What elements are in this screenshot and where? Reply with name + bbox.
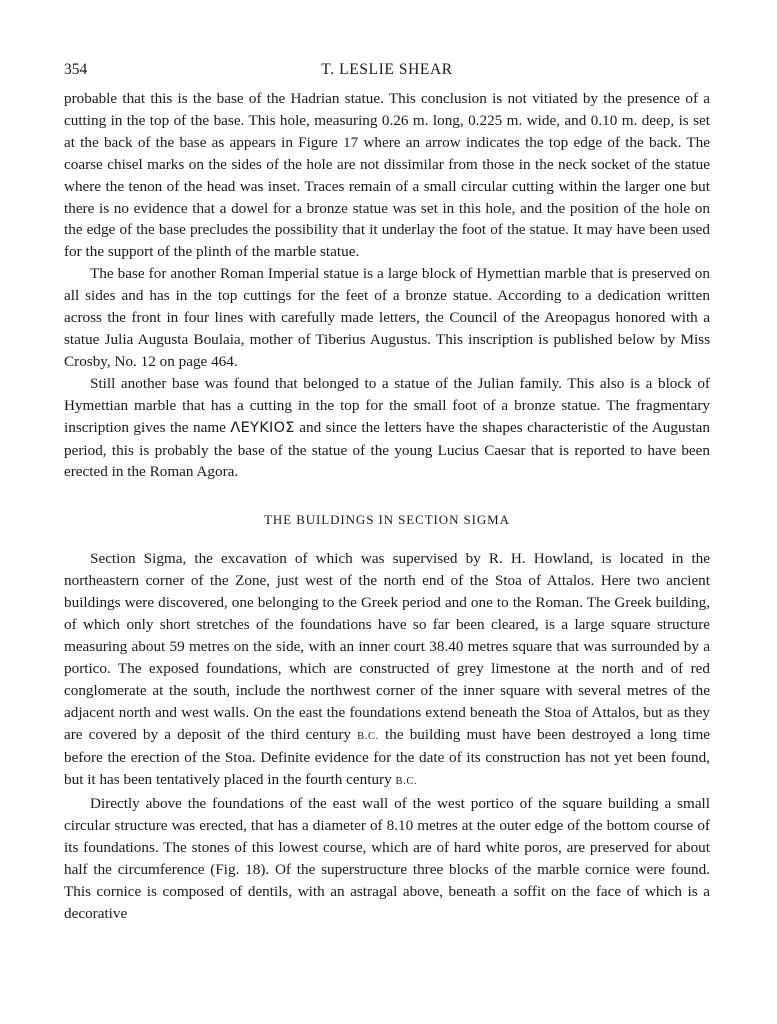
paragraph-circular-structure: Directly above the foundations of the east wall of the west portico of the square building a small circular structure was erected, that has a diameter of 8.10 metres at the outer edge of the bottom course of its foundations. The stones of this lowest course, which are of hard white poros, are preserved for about half the circumference (Fig. 18). Of the superstructure three blocks of the marble cornice were found. This cornice is composed of dentils, with an astragal above, beneath a soffit on the face of which is a decorative [64,795,710,922]
text-span: and since the letters have the shapes characteristic of the Augustan period, this is probably the base of the statue of the young Lucius Caesar that is reported to have been erected in the Roman Agora. [64,418,711,481]
era-abbreviation: B.C. [357,730,379,742]
paragraph-roman-imperial-base: The base for another Roman Imperial statue is a large block of Hymettian marble that is preserved on all sides and has in the top cuttings for the feet of a bronze statue. According to a dedication written across the front in four lines with carefully made letters, the Council of the Areopagus honored with a statue Julia Augusta Boulaia, mother of Tiberius Augustus. This inscription is published below by Miss Crosby, No. 12 on page 464. [64,265,710,370]
page [64,56,710,925]
body-text [64,88,710,925]
paragraph-section-sigma [64,548,710,793]
running-head [64,56,710,84]
paragraph-julian-family-base [64,373,710,484]
page-number: 354 [64,61,88,78]
greek-inscription-name: ΛΕΥΚΙΟΣ [230,419,295,436]
running-title: T. LESLIE SHEAR [321,61,453,78]
text-span: the building must have been destroyed a long time before the erection of the Stoa. Definite evidence for the date of its construction has not yet been found, but it has been tentatively placed in the fourth century [64,725,711,789]
section-heading: THE BUILDINGS IN SECTION SIGMA [264,512,510,528]
text-span: Still another base was found that belonged to a statue of the Julian family. This also is a block of Hymettian marble that has a cutting in the top for the small foot of a bronze statue. The fragmentary inscription gives the name [64,374,710,436]
era-abbreviation: B.C. [395,776,418,788]
text-span: Section Sigma, the excavation of which was supervised by R. H. Howland, is located in the northeastern corner of the Zone, just west of the north end of the Stoa of Attalos. Here two ancient buildings were discovered, one belonging to the Greek period and one to the Roman. The Greek building, of which only short stretches of the foundations have so far been cleared, is a large square structure measuring about 59 metres on the side, with an inner court 38.40 metres square that was surrounded by a portico. The exposed foundations, which are constructed of grey limestone at the north and of red conglomerate at the south, include the northwest corner of the inner square with several metres of the adjacent north and west walls. On the east the foundations extend beneath the Stoa of Attalos, but as they are covered by a deposit of the third century [64,550,710,743]
paragraph-continued: probable that this is the base of the Hadrian statue. This conclusion is not vitiated by the presence of a cutting in the top of the base. This hole, measuring 0.26 m. long, 0.225 m. wide, and 0.10 m. deep, is set at the back of the base as appears in Figure 17 where an arrow indicates the top edge of the back. The coarse chisel marks on the sides of the hole are not dissimilar from those in the neck socket of the statue where the tenon of the head was inset. Traces remain of a small circular cutting within the larger one but there is no evidence that a dowel for a bronze statue was set in this hole, and the position of the hole on the edge of the base precludes the possibility that it underlay the foot of the statue. It may have been used for the support of the plinth of the marble statue. [64,90,710,261]
